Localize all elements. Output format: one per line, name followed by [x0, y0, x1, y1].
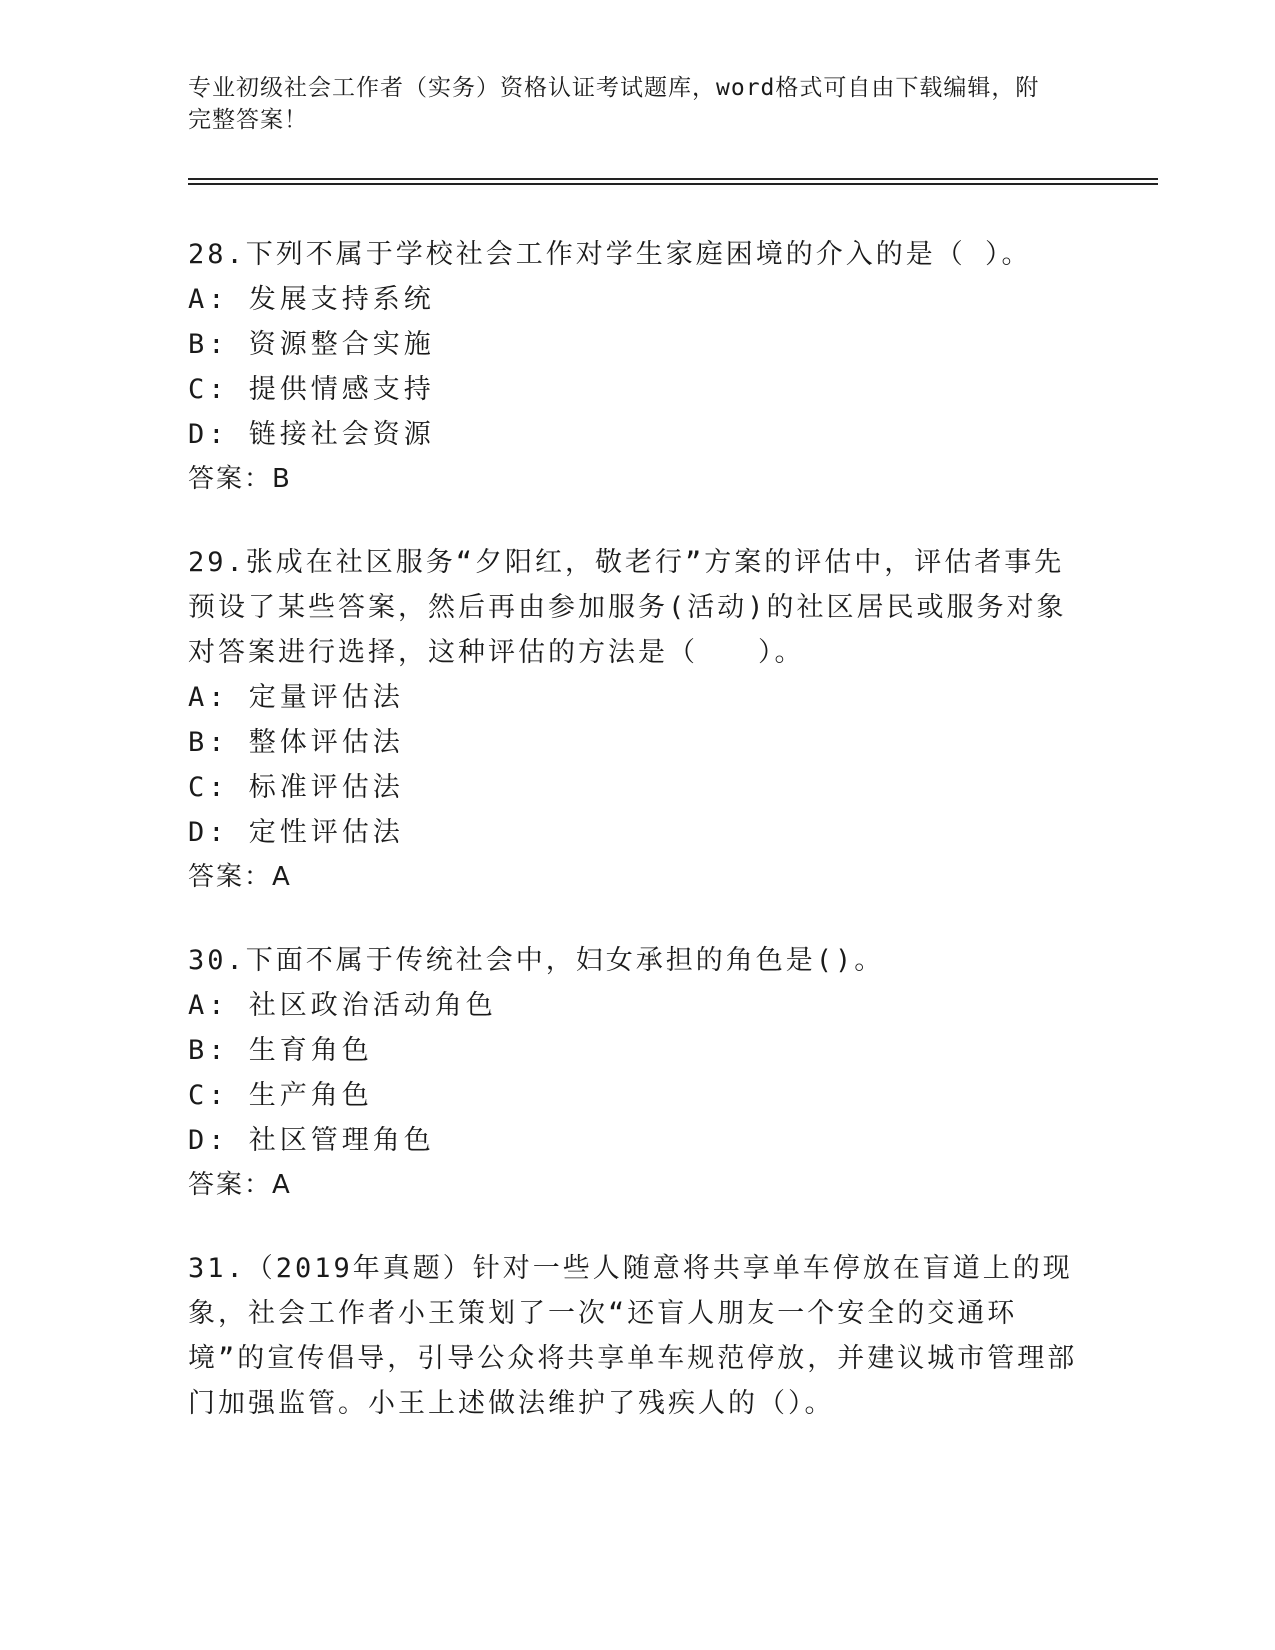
option-b: B: 整体评估法: [188, 727, 404, 758]
header-line-2: 完整答案！: [188, 107, 308, 133]
option-d: D: 链接社会资源: [188, 419, 435, 450]
option-b: B: 生育角色: [188, 1035, 373, 1066]
option-c: C: 标准评估法: [188, 772, 404, 803]
header-divider-top: [188, 178, 1158, 180]
answer: 答案：A: [188, 1170, 292, 1200]
option-b: B: 资源整合实施: [188, 329, 435, 360]
document-header: [188, 72, 1088, 136]
option-a: A: 社区政治活动角色: [188, 990, 497, 1021]
option-d: D: 定性评估法: [188, 817, 404, 848]
header-divider-bottom: [188, 183, 1158, 185]
header-line-1: 专业初级社会工作者（实务）资格认证考试题库，word格式可自由下载编辑，附: [188, 75, 1040, 101]
option-a: A: 发展支持系统: [188, 284, 435, 315]
question-list: [188, 232, 1088, 1464]
question-31: [188, 1246, 1088, 1426]
question-28: [188, 232, 1088, 502]
option-c: C: 提供情感支持: [188, 374, 435, 405]
question-30: [188, 938, 1088, 1208]
question-29: [188, 540, 1088, 900]
answer: 答案：B: [188, 464, 292, 494]
question-stem: 30.下面不属于传统社会中，妇女承担的角色是()。: [188, 945, 885, 976]
question-stem: 28.下列不属于学校社会工作对学生家庭困境的介入的是（ ）。: [188, 239, 1032, 270]
question-stem: 29.张成在社区服务“夕阳红，敬老行”方案的评估中，评估者事先预设了某些答案，然后再由参加服务(活动)的社区居民或服务对象对答案进行选择，这种评估的方法是（ ）。: [188, 547, 1067, 668]
option-c: C: 生产角色: [188, 1080, 373, 1111]
answer: 答案：A: [188, 862, 292, 892]
option-d: D: 社区管理角色: [188, 1125, 435, 1156]
option-a: A: 定量评估法: [188, 682, 404, 713]
question-stem: 31.（2019年真题）针对一些人随意将共享单车停放在盲道上的现象，社会工作者小王策划了一次“还盲人朋友一个安全的交通环境”的宣传倡导，引导公众将共享单车规范停放，并建议城市管理部门加强监管。小王上述做法维护了残疾人的（）。: [188, 1253, 1078, 1419]
